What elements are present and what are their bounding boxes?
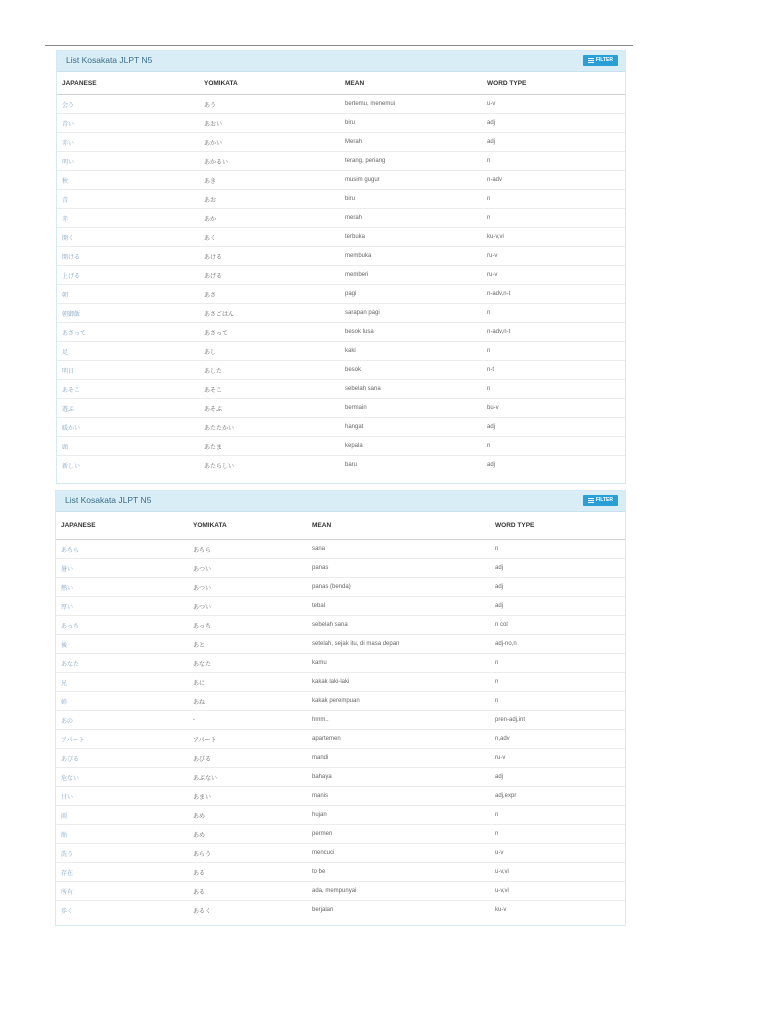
japanese-cell[interactable]: 存在 [56, 863, 188, 882]
yomikata-cell: あさ [199, 285, 340, 304]
vocab-table [56, 512, 625, 919]
word-type-cell: ru-v [482, 247, 625, 266]
mean-cell: kakak laki-laki [307, 673, 490, 692]
mean-cell: biru [340, 114, 482, 133]
yomikata-cell: あげる [199, 266, 340, 285]
word-type-cell: adj [490, 578, 625, 597]
japanese-cell[interactable]: 青い [57, 114, 199, 133]
word-type-cell: n [490, 806, 625, 825]
word-type-cell: n col [490, 616, 625, 635]
column-header[interactable]: YOMIKATA [199, 72, 340, 95]
table-row [56, 654, 625, 673]
mean-cell: terbuka [340, 228, 482, 247]
japanese-cell[interactable]: 洗う [56, 844, 188, 863]
japanese-cell[interactable]: 足 [57, 342, 199, 361]
table-row [56, 616, 625, 635]
column-header[interactable]: MEAN [307, 512, 490, 540]
filter-button[interactable] [583, 495, 618, 506]
mean-cell: sebelah sana [307, 616, 490, 635]
yomikata-cell: あける [199, 247, 340, 266]
yomikata-cell: あに [188, 673, 307, 692]
mean-cell: apartemen [307, 730, 490, 749]
word-type-cell: n [482, 342, 625, 361]
word-type-cell: adj-no,n [490, 635, 625, 654]
yomikata-cell: ある [188, 863, 307, 882]
japanese-cell[interactable]: 赤い [57, 133, 199, 152]
japanese-cell[interactable]: 歩く [56, 901, 188, 920]
mean-cell: terang, periang [340, 152, 482, 171]
panel-header [56, 491, 625, 512]
mean-cell: besok lusa [340, 323, 482, 342]
table-row [56, 768, 625, 787]
table-row [56, 749, 625, 768]
panel-title: List Kosakata JLPT N5 [66, 55, 153, 65]
mean-cell: baru [340, 456, 482, 475]
mean-cell: hujan [307, 806, 490, 825]
table-row [57, 418, 625, 437]
panel-header [57, 51, 625, 72]
table-row [57, 190, 625, 209]
mean-cell: panas (benda) [307, 578, 490, 597]
word-type-cell: u-v,vi [490, 863, 625, 882]
word-type-cell: ku-v [490, 901, 625, 920]
yomikata-cell: あちら [188, 540, 307, 559]
word-type-cell: u-v [490, 844, 625, 863]
table-row [57, 228, 625, 247]
table-row [57, 266, 625, 285]
word-type-cell: bu-v [482, 399, 625, 418]
japanese-cell[interactable]: 遊ぶ [57, 399, 199, 418]
mean-cell: kepala [340, 437, 482, 456]
table-row [57, 361, 625, 380]
japanese-cell[interactable]: 開ける [57, 247, 199, 266]
japanese-cell[interactable]: 雨 [56, 806, 188, 825]
filter-label: FILTER [595, 497, 613, 503]
table-row [57, 95, 625, 114]
word-type-cell: adj [482, 418, 625, 437]
column-header[interactable]: YOMIKATA [188, 512, 307, 540]
yomikata-cell: あぶない [188, 768, 307, 787]
word-type-cell: ru-v [490, 749, 625, 768]
table-row [56, 597, 625, 616]
column-header[interactable]: WORD TYPE [490, 512, 625, 540]
word-type-cell: n-adv,n-t [482, 285, 625, 304]
yomikata-cell: あう [199, 95, 340, 114]
japanese-cell[interactable]: 明日 [57, 361, 199, 380]
word-type-cell: n-adv,n-t [482, 323, 625, 342]
mean-cell: bahaya [307, 768, 490, 787]
mean-cell: to be [307, 863, 490, 882]
panel-title: List Kosakata JLPT N5 [65, 495, 152, 505]
mean-cell: mencuci [307, 844, 490, 863]
word-type-cell: n [490, 692, 625, 711]
mean-cell: Merah [340, 133, 482, 152]
yomikata-cell: あまい [188, 787, 307, 806]
table-row [57, 437, 625, 456]
word-type-cell: n [490, 654, 625, 673]
table-row [57, 133, 625, 152]
yomikata-cell: あく [199, 228, 340, 247]
yomikata-cell: あつい [188, 597, 307, 616]
mean-cell: sebelah sana [340, 380, 482, 399]
mean-cell: kaki [340, 342, 482, 361]
mean-cell: manis [307, 787, 490, 806]
filter-button[interactable] [583, 55, 618, 66]
table-row [56, 540, 625, 559]
yomikata-cell: あか [199, 209, 340, 228]
japanese-cell[interactable]: アパート [56, 730, 188, 749]
japanese-cell[interactable]: 明い [57, 152, 199, 171]
table-row [56, 806, 625, 825]
japanese-cell[interactable]: 熱い [56, 578, 188, 597]
table-row [57, 209, 625, 228]
japanese-cell[interactable]: 上げる [57, 266, 199, 285]
table-row [56, 559, 625, 578]
yomikata-cell: あおい [199, 114, 340, 133]
japanese-cell[interactable]: 甘い [56, 787, 188, 806]
yomikata-cell: あつい [188, 559, 307, 578]
vocab-table [57, 72, 625, 474]
yomikata-cell: あさって [199, 323, 340, 342]
japanese-cell[interactable]: 飴 [56, 825, 188, 844]
yomikata-cell: あし [199, 342, 340, 361]
yomikata-cell: あっち [188, 616, 307, 635]
column-header[interactable]: WORD TYPE [482, 72, 625, 95]
yomikata-cell: アパート [188, 730, 307, 749]
japanese-cell[interactable]: あさって [57, 323, 199, 342]
list-icon [588, 498, 594, 503]
table-row [57, 114, 625, 133]
word-type-cell: pren-adj,int [490, 711, 625, 730]
word-type-cell: n-adv [482, 171, 625, 190]
table-row [56, 863, 625, 882]
table-row [57, 456, 625, 475]
word-type-cell: u-v,vi [490, 882, 625, 901]
table-row [56, 901, 625, 920]
yomikata-cell: あかい [199, 133, 340, 152]
table-row [57, 380, 625, 399]
word-type-cell: ku-v,vi [482, 228, 625, 247]
japanese-cell[interactable]: 開く [57, 228, 199, 247]
word-type-cell: n [490, 825, 625, 844]
word-type-cell: n-t [482, 361, 625, 380]
word-type-cell: adj [482, 133, 625, 152]
japanese-cell[interactable]: 危ない [56, 768, 188, 787]
word-type-cell: adj [482, 114, 625, 133]
word-type-cell: n [482, 380, 625, 399]
table-row [56, 882, 625, 901]
mean-cell: tebal [307, 597, 490, 616]
column-header[interactable]: JAPANESE [56, 512, 188, 540]
mean-cell: sana [307, 540, 490, 559]
yomikata-cell: あかるい [199, 152, 340, 171]
japanese-cell[interactable]: 厚い [56, 597, 188, 616]
mean-cell: hmm.. [307, 711, 490, 730]
mean-cell: sarapan pagi [340, 304, 482, 323]
list-icon [588, 58, 594, 63]
japanese-cell[interactable]: 秋 [57, 171, 199, 190]
table-row [56, 844, 625, 863]
word-type-cell: n [482, 190, 625, 209]
mean-cell: bertemu, menemui [340, 95, 482, 114]
table-row [56, 673, 625, 692]
japanese-cell[interactable]: 朝 [57, 285, 199, 304]
word-type-cell: n [482, 209, 625, 228]
japanese-cell[interactable]: あなた [56, 654, 188, 673]
mean-cell: kamu [307, 654, 490, 673]
yomikata-cell: あめ [188, 825, 307, 844]
word-type-cell: n [482, 152, 625, 171]
yomikata-cell: あと [188, 635, 307, 654]
yomikata-cell: あらう [188, 844, 307, 863]
yomikata-cell: あたたかい [199, 418, 340, 437]
yomikata-cell: あたま [199, 437, 340, 456]
table-header-row [56, 512, 625, 540]
yomikata-cell: あつい [188, 578, 307, 597]
japanese-cell[interactable]: 朝御飯 [57, 304, 199, 323]
mean-cell: berjalan [307, 901, 490, 920]
word-type-cell: n,adv [490, 730, 625, 749]
japanese-cell[interactable]: あの [56, 711, 188, 730]
table-row [57, 399, 625, 418]
table-row [56, 825, 625, 844]
vocab-panel-2 [55, 490, 626, 926]
japanese-cell[interactable]: 暖かい [57, 418, 199, 437]
word-type-cell: n [490, 673, 625, 692]
japanese-cell[interactable]: あっち [56, 616, 188, 635]
yomikata-cell: あめ [188, 806, 307, 825]
japanese-cell[interactable]: 兄 [56, 673, 188, 692]
word-type-cell: n [482, 437, 625, 456]
table-row [56, 787, 625, 806]
word-type-cell: adj [490, 597, 625, 616]
table-row [57, 342, 625, 361]
japanese-cell[interactable]: 姉 [56, 692, 188, 711]
word-type-cell: ru-v [482, 266, 625, 285]
filter-label: FILTER [595, 57, 613, 63]
mean-cell: permen [307, 825, 490, 844]
table-row [57, 247, 625, 266]
word-type-cell: adj,expr [490, 787, 625, 806]
table-row [57, 285, 625, 304]
yomikata-cell: あした [199, 361, 340, 380]
japanese-cell[interactable]: 青 [57, 190, 199, 209]
japanese-cell[interactable]: あそこ [57, 380, 199, 399]
word-type-cell: n [490, 540, 625, 559]
word-type-cell: adj [482, 456, 625, 475]
column-header[interactable]: JAPANESE [57, 72, 199, 95]
japanese-cell[interactable]: あびる [56, 749, 188, 768]
mean-cell: biru [340, 190, 482, 209]
word-type-cell: u-v [482, 95, 625, 114]
japanese-cell[interactable]: 所有 [56, 882, 188, 901]
table-header-row [57, 72, 625, 95]
mean-cell: musim gugur [340, 171, 482, 190]
mean-cell: kakak perempuan [307, 692, 490, 711]
mean-cell: membuka [340, 247, 482, 266]
table-row [56, 730, 625, 749]
word-type-cell: adj [490, 559, 625, 578]
word-type-cell: adj [490, 768, 625, 787]
yomikata-cell: あね [188, 692, 307, 711]
japanese-cell[interactable]: 後 [56, 635, 188, 654]
yomikata-cell: あなた [188, 654, 307, 673]
yomikata-cell: あたらしい [199, 456, 340, 475]
yomikata-cell: あき [199, 171, 340, 190]
table-row [57, 152, 625, 171]
table-row [56, 578, 625, 597]
vocab-panel-1 [56, 50, 626, 484]
mean-cell: mandi [307, 749, 490, 768]
yomikata-cell: あそぶ [199, 399, 340, 418]
yomikata-cell: - [188, 711, 307, 730]
table-row [57, 304, 625, 323]
mean-cell: hangat [340, 418, 482, 437]
yomikata-cell: あるく [188, 901, 307, 920]
japanese-cell[interactable]: 頭 [57, 437, 199, 456]
japanese-cell[interactable]: あちら [56, 540, 188, 559]
yomikata-cell: あさごはん [199, 304, 340, 323]
japanese-cell[interactable]: 赤 [57, 209, 199, 228]
mean-cell: besok [340, 361, 482, 380]
mean-cell: memberi [340, 266, 482, 285]
yomikata-cell: あお [199, 190, 340, 209]
mean-cell: bermain [340, 399, 482, 418]
table-row [56, 692, 625, 711]
column-header[interactable]: MEAN [340, 72, 482, 95]
word-type-cell: n [482, 304, 625, 323]
mean-cell: setelah, sejak itu, di masa depan [307, 635, 490, 654]
yomikata-cell: あそこ [199, 380, 340, 399]
yomikata-cell: ある [188, 882, 307, 901]
table-row [56, 711, 625, 730]
top-divider [45, 45, 633, 46]
yomikata-cell: あびる [188, 749, 307, 768]
japanese-cell[interactable]: 会う [57, 95, 199, 114]
mean-cell: ada, mempunyai [307, 882, 490, 901]
mean-cell: panas [307, 559, 490, 578]
table-row [57, 171, 625, 190]
mean-cell: pagi [340, 285, 482, 304]
japanese-cell[interactable]: 新しい [57, 456, 199, 475]
table-row [57, 323, 625, 342]
table-row [56, 635, 625, 654]
japanese-cell[interactable]: 暑い [56, 559, 188, 578]
mean-cell: merah [340, 209, 482, 228]
